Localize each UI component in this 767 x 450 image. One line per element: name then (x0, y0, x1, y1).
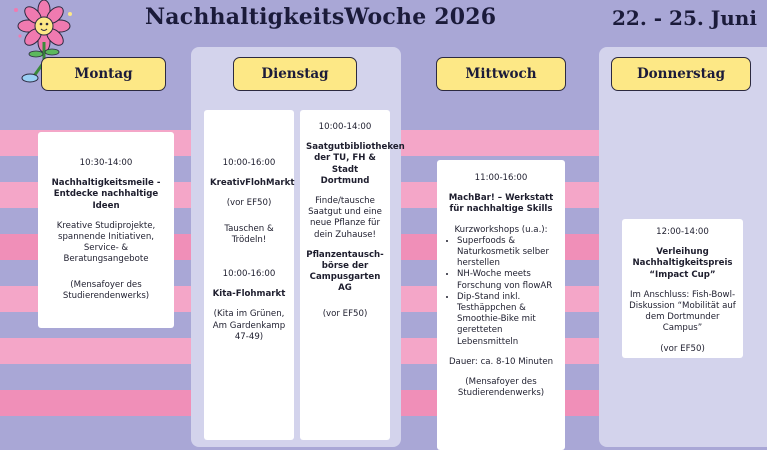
event-description: Im Anschluss: Fish-Bowl-Diskussion “Mobilität auf dem Dortmunder Campus” (629, 289, 736, 334)
event-time: 10:30-14:00 (79, 158, 133, 168)
event-dates: 22. - 25. Juni (612, 6, 757, 30)
day-label-montag: Montag (41, 57, 166, 91)
day-label-donnerstag: Donnerstag (611, 57, 751, 91)
list-item: • NH-Woche meets Forschung von flowAR (457, 269, 559, 291)
event-title: Nachhaltigkeitsmeile - Entdecke nachhaltige Ideen (51, 178, 161, 211)
event-description: Tauschen & Trödeln! (224, 223, 274, 245)
event-duration: Dauer: ca. 8-10 Minuten (448, 356, 554, 367)
event-location: (Kita im Grünen, Am Gardenkamp 47-49) (212, 309, 286, 342)
event-location: (Mensafoyer des Studierendenwerks) (62, 279, 150, 301)
event-card-dienstag-1 (204, 110, 294, 440)
list-item: • Dip-Stand inkl. Testhäppchen & Smoothie-Bike mit geretteten Lebensmitteln (457, 292, 559, 348)
event-title: Kita-Flohmarkt (212, 289, 286, 300)
event-time: 10:00-16:00 (222, 158, 276, 168)
event-title: Verleihung Nachhaltigkeitspreis “Impact Cup” (632, 247, 733, 280)
event-card-dienstag-2 (300, 110, 405, 440)
event-title: Saatgutbibliotheken der TU, FH & Stadt Dortmund (306, 142, 405, 186)
event-location: (vor EF50) (660, 343, 705, 354)
page-title: NachhaltigkeitsWoche 2026 (145, 4, 497, 30)
event-location: (vor EF50) (322, 308, 368, 319)
day-label-mittwoch: Mittwoch (436, 57, 566, 91)
event-description: Kreative Studiprojekte, spannende Initiativen, Service- & Beratungsangebote (56, 220, 156, 265)
day-label-dienstag: Dienstag (233, 57, 357, 91)
event-card-mittwoch (437, 160, 565, 450)
event-location: (Mensafoyer des Studierendenwerks) (457, 377, 545, 399)
event-time: 12:00-14:00 (656, 227, 709, 237)
event-description: Finde/tausche Saatgut und eine neue Pflanze für dein Zuhause! (308, 196, 382, 240)
event-time: 10:00-16:00 (222, 269, 276, 280)
event-title: KreativFlohMarkt (210, 178, 295, 189)
event-note: (vor EF50) (226, 198, 272, 209)
workshop-list (443, 236, 559, 348)
event-time: 11:00-16:00 (474, 173, 528, 183)
list-item: • Superfoods & Naturkosmetik selber herstellen (457, 236, 559, 270)
event-card-montag (38, 132, 174, 328)
event-title-2: Pflanzentausch-börse der Campusgarten AG (306, 249, 384, 294)
event-card-donnerstag (622, 219, 743, 358)
event-intro: Kurzworkshops (u.a.): (454, 224, 548, 235)
event-title: MachBar! – Werkstatt für nachhaltige Skills (448, 193, 554, 215)
event-time: 10:00-14:00 (318, 122, 372, 132)
